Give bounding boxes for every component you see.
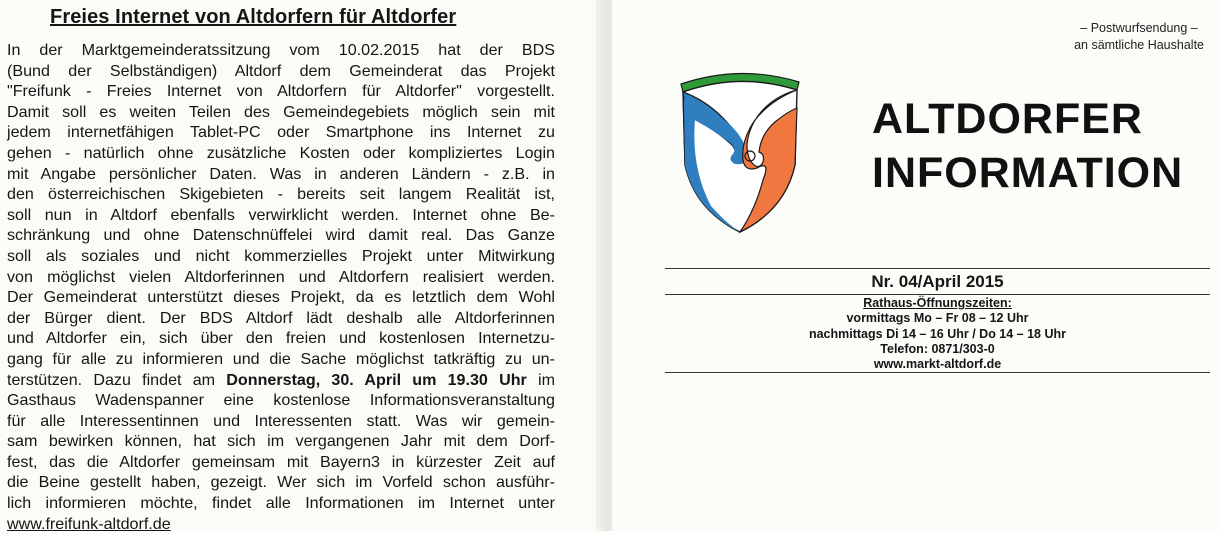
article-line: den österreichischen Skigebieten - bereits seit langem Realität ist, xyxy=(7,185,555,204)
article-line-event xyxy=(7,370,555,391)
hours-heading: Rathaus-Öffnungszeiten: xyxy=(863,296,1012,310)
article-line: soll als soziales und nicht kommerzielles Projekt unter Mitwirkung xyxy=(7,246,555,265)
article-line: gang für alle zu informieren und die Sache möglichst tatkräftig zu un- xyxy=(7,349,555,368)
rule-bottom xyxy=(665,372,1210,373)
article-line: die Beine gestellt haben, gezeigt. Wer sich im Vorfeld schon ausführ- xyxy=(7,473,555,492)
article-line: lich informieren möchte, findet alle Informationen im Internet unter xyxy=(7,494,555,513)
article-line: gehen - natürlich ohne zusätzliche Kosten oder kompliziertes Login xyxy=(7,143,555,162)
article-line: Der Gemeinderat unterstützt dieses Projekt, da es letztlich dem Wohl xyxy=(7,288,555,307)
phone-number: Telefon: 0871/303-0 xyxy=(880,341,995,356)
article-line: für alle Interessentinnen und Interessenten statt. Was wir gemein- xyxy=(7,411,555,430)
masthead-title-line-1: ALTDORFER xyxy=(872,95,1143,143)
article-line: fest, das die Altdorfer gemeinsam mit Bayern3 in kürzester Zeit auf xyxy=(7,452,555,471)
article-line: und Altdorfer ein, sich über den freien und kostenlosen Internetzu- xyxy=(7,329,555,348)
article-line: In der Marktgemeinderatssitzung vom 10.02.2015 hat der BDS xyxy=(7,41,555,59)
article-line: Damit soll es weiten Teilen des Gemeindegebiets möglich sein mit xyxy=(7,102,555,121)
article-line: jedem internetfähigen Tablet-PC oder Smartphone ins Internet zu xyxy=(7,123,555,142)
rule-middle xyxy=(665,294,1210,295)
rule-top xyxy=(665,268,1210,269)
article-title: Freies Internet von Altdorfern für Altdorfer xyxy=(50,6,457,28)
article-line: soll nun in Altdorf ebenfalls verwirklicht werden. Internet ohne Be- xyxy=(7,205,555,224)
opening-hours xyxy=(665,296,1210,372)
event-pre: terstützen. Dazu findet am xyxy=(7,370,216,389)
hours-afternoon: nachmittags Di 14 – 16 Uhr / Do 14 – 18 Uhr xyxy=(808,326,1067,341)
postwurf-line-2: an sämtliche Haushalte xyxy=(1074,38,1204,52)
freifunk-link[interactable]: www.freifunk-altdorf.de xyxy=(7,514,171,533)
article-line: schränkung und ohne Datenschnüffelei wird damit real. Das Ganze xyxy=(7,226,555,245)
masthead-title xyxy=(872,92,1183,200)
article-line: "Freifunk - Freies Internet von Altdorfern für Altdorfer" vorgestellt. xyxy=(7,82,555,101)
masthead-title-line-2: INFORMATION xyxy=(872,149,1184,197)
article-line: von möglichst vielen Altdorferinnen und Altdorfern realisiert werden. xyxy=(7,267,555,286)
article-line: Gasthaus Wadenspanner eine kostenlose Informationsveranstaltung xyxy=(7,391,555,410)
article-line: mit Angabe persönlicher Daten. Was in anderen Ländern - z.B. in xyxy=(7,164,555,183)
event-post: im xyxy=(538,370,555,389)
article-line: sam bewirken können, hat sich im vergangenen Jahr mit dem Dorf- xyxy=(7,432,555,451)
postwurf-note xyxy=(1074,20,1204,54)
event-date: Donnerstag, 30. April um 19.30 Uhr xyxy=(226,370,527,389)
article-line: der Bürger dient. Der BDS Altdorf lädt deshalb alle Altdorferinnen xyxy=(7,308,555,327)
article-line: (Bund der Selbständigen) Altdorf dem Gemeinderat das Projekt xyxy=(7,61,555,80)
website: www.markt-altdorf.de xyxy=(873,357,1002,372)
altdorf-crest-logo xyxy=(675,60,805,235)
hours-morning: vormittags Mo – Fr 08 – 12 Uhr xyxy=(846,311,1029,326)
article-body xyxy=(7,40,555,534)
issue-number: Nr. 04/April 2015 xyxy=(871,272,1004,291)
postwurf-line-1: – Postwurfsendung – xyxy=(1080,21,1198,35)
